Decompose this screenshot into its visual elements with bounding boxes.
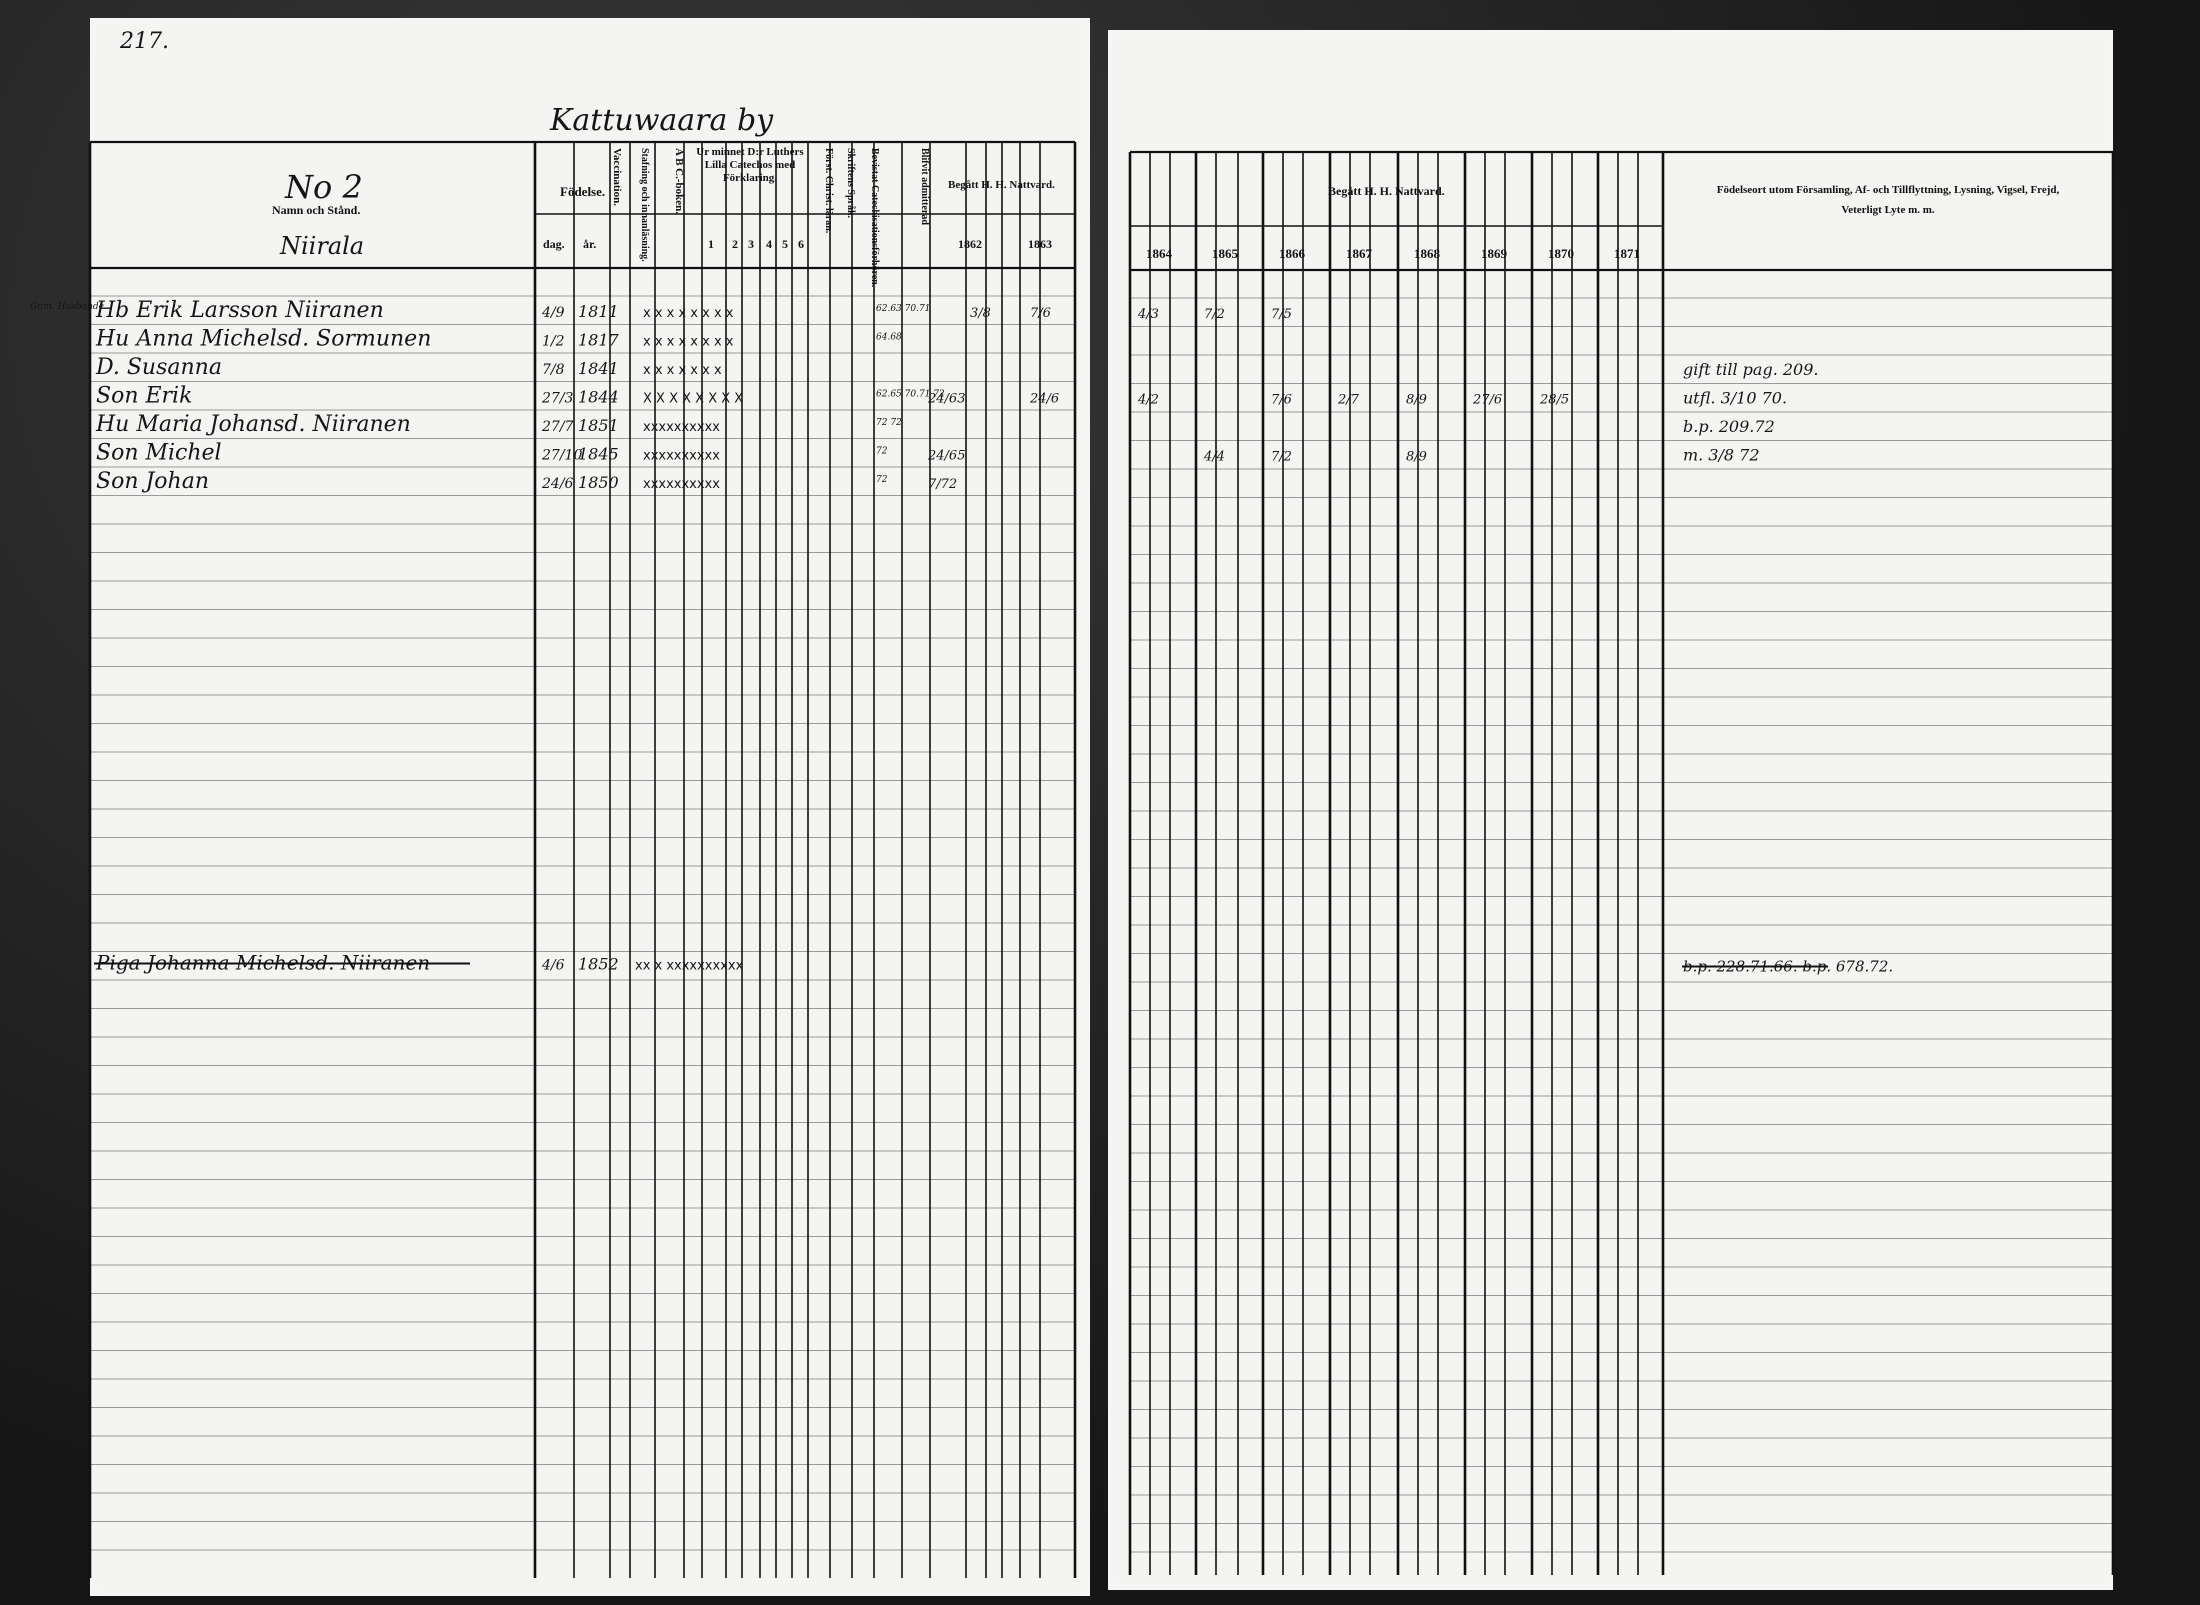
household-number: No 2 xyxy=(285,168,363,206)
year-1862: 1862 xyxy=(958,237,982,251)
remark-note: utfl. 3/10 70. xyxy=(1683,388,1788,408)
admitted-header: Blifvit admitterad xyxy=(919,148,930,225)
catechism-part-2: 2 xyxy=(732,237,738,251)
communion-1866: 7/5 xyxy=(1271,307,1292,322)
catechism-header: Ur minnet D:r Luthers Lilla Catechos med Förklaring. xyxy=(696,146,804,184)
person-row xyxy=(95,355,722,380)
birth-day: 4/9 xyxy=(542,305,565,321)
right-page-grid xyxy=(1108,30,2113,1590)
birth-day-header: dag. xyxy=(543,237,565,251)
year-1871: 1871 xyxy=(1614,246,1640,261)
abc-header: A B C.-boken. xyxy=(673,148,685,215)
exam-years: 72 72 xyxy=(876,418,902,428)
catechism-marks: x x x x x x x x xyxy=(643,306,734,321)
struck-remark-note: b.p. 228.71.66. b.p. 678.72. xyxy=(1683,957,1894,976)
person-name: D. Susanna xyxy=(96,355,222,380)
person-name: Hu Maria Johansd. Niiranen xyxy=(96,412,411,437)
page-number: 217. xyxy=(120,29,169,54)
communion-1864: 4/3 xyxy=(1138,307,1159,322)
village-title: Kattuwaara by xyxy=(550,103,774,138)
communion-1869: 27/6 xyxy=(1473,392,1503,408)
birth-year: 1841 xyxy=(578,359,619,378)
person-row xyxy=(30,298,1051,323)
admitted-date: 24/65 xyxy=(928,448,966,464)
year-1867: 1867 xyxy=(1346,246,1372,261)
communion-1867: 2/7 xyxy=(1338,392,1359,408)
birth-year: 1851 xyxy=(578,416,619,435)
birth-day: 24/6 xyxy=(542,476,574,492)
person-row xyxy=(96,384,1059,409)
catechism-marks: xxxxxxxxxx xyxy=(643,448,720,464)
name-column-header: Namn och Stånd. xyxy=(272,203,361,217)
reading-header: Stafning och innanläsning. xyxy=(639,148,650,262)
birth-day: 27/3 xyxy=(542,390,574,407)
year-1864: 1864 xyxy=(1146,246,1172,261)
communion-1865: 7/2 xyxy=(1204,307,1225,322)
birth-year-header: år. xyxy=(583,237,597,251)
side-note: Gr.m. Husbonde xyxy=(30,302,104,312)
communion-header-right: Begått H. H. Nattvard. xyxy=(1328,184,1445,198)
catechism-exam-header: Bevistat Catechisationsförhören. xyxy=(869,148,880,288)
remarks-header: Födelseort utom Församling, Af- och Tillflyttning, Lysning, Vigsel, Frejd, Veterligt Lyte m. m. xyxy=(1716,184,2060,216)
struck-person-row xyxy=(94,951,744,975)
communion-row xyxy=(1203,446,1760,465)
exam-years: 62.65 70.71 72 xyxy=(876,389,945,400)
person-name: Son Johan xyxy=(96,469,209,494)
family-name: Niirala xyxy=(280,232,365,260)
communion-1862: 3/8 xyxy=(970,306,991,321)
person-row xyxy=(95,412,902,437)
communion-row xyxy=(1137,389,1787,408)
catechism-marks: xx x xxxxxxxxxx xyxy=(635,958,744,974)
christ-header: Först. Christ. läran. xyxy=(823,148,834,234)
remark-note: b.p. 209.72 xyxy=(1683,417,1775,436)
birth-year: 1852 xyxy=(578,954,619,974)
year-1869: 1869 xyxy=(1481,246,1507,261)
catechism-part-6: 6 xyxy=(798,237,804,251)
struck-remark xyxy=(1682,958,1893,976)
communion-row xyxy=(1137,307,1292,322)
communion-1863: 7/6 xyxy=(1030,306,1051,321)
birth-day: 7/8 xyxy=(542,362,565,378)
catechism-marks: xxxxxxxxxx xyxy=(643,420,720,435)
birth-day: 27/7 xyxy=(542,419,574,435)
communion-header-left: Begått H. H. Nattvard. xyxy=(948,179,1055,191)
birth-day: 1/2 xyxy=(542,333,565,350)
person-row xyxy=(96,469,957,494)
birth-day: 4/6 xyxy=(542,957,565,974)
person-name: Son Erik xyxy=(96,383,193,409)
catechism-part-4: 4 xyxy=(766,237,772,251)
communion-1864: 4/2 xyxy=(1138,392,1159,408)
birth-year: 1811 xyxy=(578,302,619,321)
year-1863: 1863 xyxy=(1028,237,1052,251)
catechism-marks: xxxxxxxxxx xyxy=(643,477,720,492)
scripture-header: Skriftens Språk. xyxy=(845,148,856,219)
admitted-date: 24/63 xyxy=(928,391,966,407)
communion-1868: 8/9 xyxy=(1406,392,1427,408)
communion-1868: 8/9 xyxy=(1406,449,1427,465)
communion-1865: 4/4 xyxy=(1204,449,1225,465)
person-name: Son Michel xyxy=(96,440,222,466)
exam-years: 72 xyxy=(876,475,888,485)
communion-1866: 7/2 xyxy=(1271,449,1292,465)
person-row xyxy=(95,327,902,352)
left-page-grid xyxy=(30,18,1090,1596)
communion-1870: 28/5 xyxy=(1540,392,1570,408)
communion-row xyxy=(1683,417,1775,436)
birth-year: 1817 xyxy=(578,330,619,350)
exam-years: 62.63 70.71 xyxy=(876,304,931,314)
year-1865: 1865 xyxy=(1212,246,1238,261)
exam-years: 72 xyxy=(876,446,888,457)
birth-header: Födelse. xyxy=(560,184,606,199)
birth-year: 1850 xyxy=(578,473,619,492)
catechism-marks: X X X X X X X X xyxy=(643,391,744,407)
year-1870: 1870 xyxy=(1548,246,1574,261)
remark-note: m. 3/8 72 xyxy=(1683,445,1760,465)
birth-year: 1844 xyxy=(578,387,619,407)
right-page xyxy=(1108,30,2113,1590)
birth-day: 27/10 xyxy=(542,447,583,464)
communion-1866: 7/6 xyxy=(1271,392,1292,408)
struck-name: Piga Johanna Michelsd. Niiranen xyxy=(96,950,431,975)
year-1866: 1866 xyxy=(1279,246,1305,261)
person-name: Hu Anna Michelsd. Sormunen xyxy=(96,326,432,352)
birth-year: 1845 xyxy=(578,444,619,464)
person-row xyxy=(96,441,965,466)
year-1868: 1868 xyxy=(1414,246,1440,261)
exam-years: 64.68 xyxy=(876,332,902,343)
catechism-marks: x x x x x x x xyxy=(643,363,722,378)
catechism-part-5: 5 xyxy=(782,237,788,251)
catechism-part-1: 1 xyxy=(708,237,714,251)
catechism-marks: x x x x x x x x xyxy=(643,334,734,350)
person-name: Hb Erik Larsson Niiranen xyxy=(96,298,384,323)
communion-1863: 24/6 xyxy=(1030,391,1060,407)
communion-row xyxy=(1683,360,1818,379)
left-page xyxy=(30,18,1090,1596)
remark-note: gift till pag. 209. xyxy=(1683,360,1819,379)
catechism-part-3: 3 xyxy=(748,237,754,251)
admitted-date: 7/72 xyxy=(928,477,958,492)
vaccination-header: Vaccination. xyxy=(611,148,623,206)
